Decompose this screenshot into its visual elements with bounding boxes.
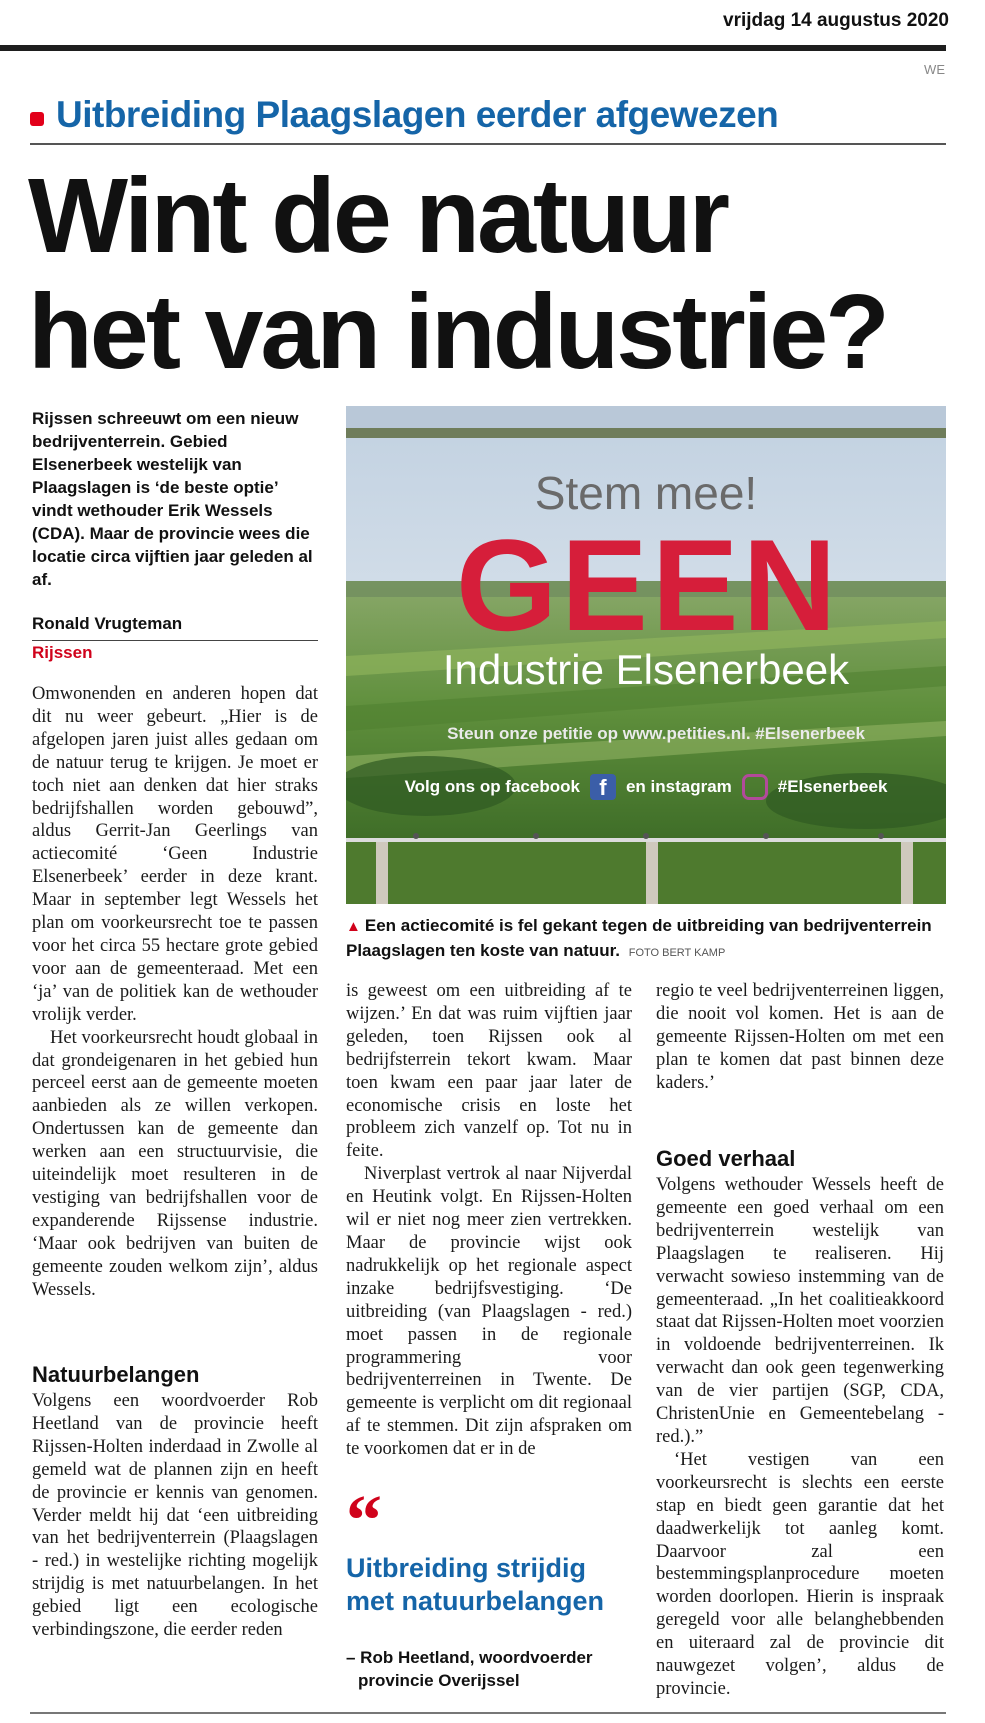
instagram-icon (742, 774, 768, 800)
byline-rule (32, 640, 318, 641)
kicker-text: Uitbreiding Plaagslagen eerder afgewezen (56, 94, 779, 135)
intro: Rijssen schreeuwt om een nieuw bedrijventerrein. Gebied Elsenerbeek westelijk van Plaagslagen is ‘de beste optie’ vindt wethouder Erik Wessels (CDA). Maar de provincie wees die locatie circa vijftien jaar geleden al af. (32, 409, 313, 589)
attribution-line-2: provincie Overijssel (358, 1671, 520, 1690)
paragraph: Volgens een woordvoerder Rob Heetland van de provincie heeft Rijssen-Holten inderdaad in Zwolle al gemeld wat de plannen zijn en heeft de provincie er kennis van genomen. Verder meldt hij dat ‘een uitbreiding van het bedrijventerrein (Plaagslagen - red.) in westelijke richting mogelijk strijdig is met natuurbelangen. In het gebied ligt een ecologische verbindingszone, die eerder reden (32, 1391, 318, 1641)
column-1-top (32, 683, 318, 1301)
attribution-line-1: – Rob Heetland, woordvoerder (346, 1648, 593, 1667)
paragraph: is geweest om een uitbreiding af te wijzen.’ En dat was ruim vijftien jaar geleden, toen Rijssen ook al bedrijfsterrein tekort kwam. Maar toen kwam een paar jaar later de economische crisis en loste het probleem zich vanzelf op. Tot nu in feite. (346, 981, 632, 1162)
pull-quote-attribution (346, 1646, 636, 1692)
subhead-natuurbelangen: Natuurbelangen (32, 1362, 200, 1387)
facebook-icon: f (590, 774, 616, 800)
author-byline: Ronald Vrugteman (32, 614, 183, 633)
sign-industrie: Industrie Elsenerbeek (442, 646, 850, 693)
quote-mark-icon: “ (346, 1480, 376, 1560)
sign-geen: GEEN (456, 512, 841, 658)
headline-line-2: het van industrie? (28, 273, 887, 391)
kicker (30, 94, 778, 136)
edition-label: WE (924, 62, 945, 77)
dateline: Rijssen (32, 643, 93, 662)
paragraph: Niverplast vertrok al naar Nijverdal en Heutink volgt. En Rijssen-Holten wil er niet nog meer zien vertrekken. Maar de provincie wijst ook nadrukkelijk op het regionale aspect inzake bedrijfsvestiging. ‘De uitbreiding (van Plaagslagen - red.) moet passen in de regionale programmering voor bedrijventerreinen in Twente. De gemeente is verplicht om dit regionaal af te stemmen. Dit zijn afspraken om te voorkomen dat er in de (346, 1164, 632, 1460)
kicker-marker-icon (30, 112, 44, 126)
paragraph: Het voorkeursrecht houdt globaal in dat grondeigenaren in het gebied hun perceel eerst aan de gemeente moeten aanbieden als ze willen verkopen. Ondertussen kan de gemeente dan werken aan een structuurvisie, die uiteindelijk moet resulteren in de vestiging van bedrijfshallen voor de expanderende Rijssense industrie. ‘Maar ook bedrijven van buiten de gemeente zouden welkom zijn’, aldus Wessels. (32, 1027, 318, 1300)
bottom-rule (30, 1712, 946, 1714)
sign-social-hashtag: #Elsenerbeek (777, 777, 888, 796)
page-date: vrijdag 14 augustus 2020 (723, 10, 949, 31)
paragraph: Volgens wethouder Wessels heeft de gemeente een goed verhaal om een bedrijventerrein westelijk van Plaagslagen te realiseren. Hij verwacht sowieso instemming van de gemeenteraad. „In het coalitieakkoord staat dat Rijssen-Holten moet voorzien in voldoende bedrijventerreinen. Ik verwacht dan ook geen tegenwerking van de vier partijen (SGP, CDA, ChristenUnie en Gemeentebelang - red.).” (656, 1175, 944, 1447)
photo-credit: FOTO BERT KAMP (628, 947, 726, 959)
caption-text: Een actiecomité is fel gekant tegen de uitbreiding van bedrijventerrein Plaagslagen ten koste van natuur. (346, 916, 932, 960)
subhead-goed-verhaal: Goed verhaal (656, 1146, 796, 1171)
top-rule (0, 45, 946, 51)
paragraph: Omwonenden en anderen hopen dat dit nu weer gebeurt. „Hier is de afgelopen jaren juist alles gedaan om de natuur terug te krijgen. Je moet er toch niet aan denken dat hier straks bedrijfshallen worden gebouwd”, aldus Gerrit-Jan Geerlings van actiecomité ‘Geen Industrie Elsenerbeek’ eerder in deze krant. Maar in september legt Wessels het plan om voorkeursrecht toe te passen voor het circa 55 hectare grote gebied voor aan de gemeenteraad. Met een ‘ja’ van de politiek kan de wethouder vrolijk verder. (32, 684, 318, 1025)
column-3-top (656, 980, 944, 1095)
column-2 (346, 980, 632, 1461)
caption-triangle-icon: ▲ (346, 918, 361, 935)
paragraph: ‘Het vestigen van een voorkeursrecht is slechts een eerste stap en biedt geen garantie dat het daadwerkelijk tot aanleg komt. Daarvoor zal een bestemmingsplanprocedure moeten worden doorlopen. Hierin is inspraak geregeld voor alle belanghebbenden en uiteraard zal de provincie dit nauwgezet volgen’, aldus de provincie. (656, 1449, 944, 1699)
kicker-rule (30, 143, 946, 145)
sign-social-instagram-text: en instagram (625, 777, 732, 796)
column-3-bottom (656, 1146, 944, 1701)
pull-quote-text: Uitbreiding strijdig met natuurbelangen (346, 1553, 605, 1616)
pull-quote (346, 1480, 636, 1692)
column-1-bottom (32, 1362, 318, 1642)
sign-petition: Steun onze petitie op www.petities.nl. #Elsenerbeek (447, 724, 865, 743)
headline (28, 158, 958, 390)
sign-social (376, 774, 916, 800)
article-photo (346, 406, 946, 904)
sign-social-facebook-text: Volg ons op facebook (404, 777, 580, 796)
photo-caption (346, 914, 946, 963)
headline-line-1: Wint de natuur (28, 157, 727, 275)
paragraph: regio te veel bedrijventerreinen liggen, die nooit vol komen. Het is aan de gemeente Rijssen-Holten om met een plan te komen dat past binnen deze kaders.’ (656, 981, 944, 1093)
sign-stem-mee: Stem mee! (534, 467, 758, 519)
